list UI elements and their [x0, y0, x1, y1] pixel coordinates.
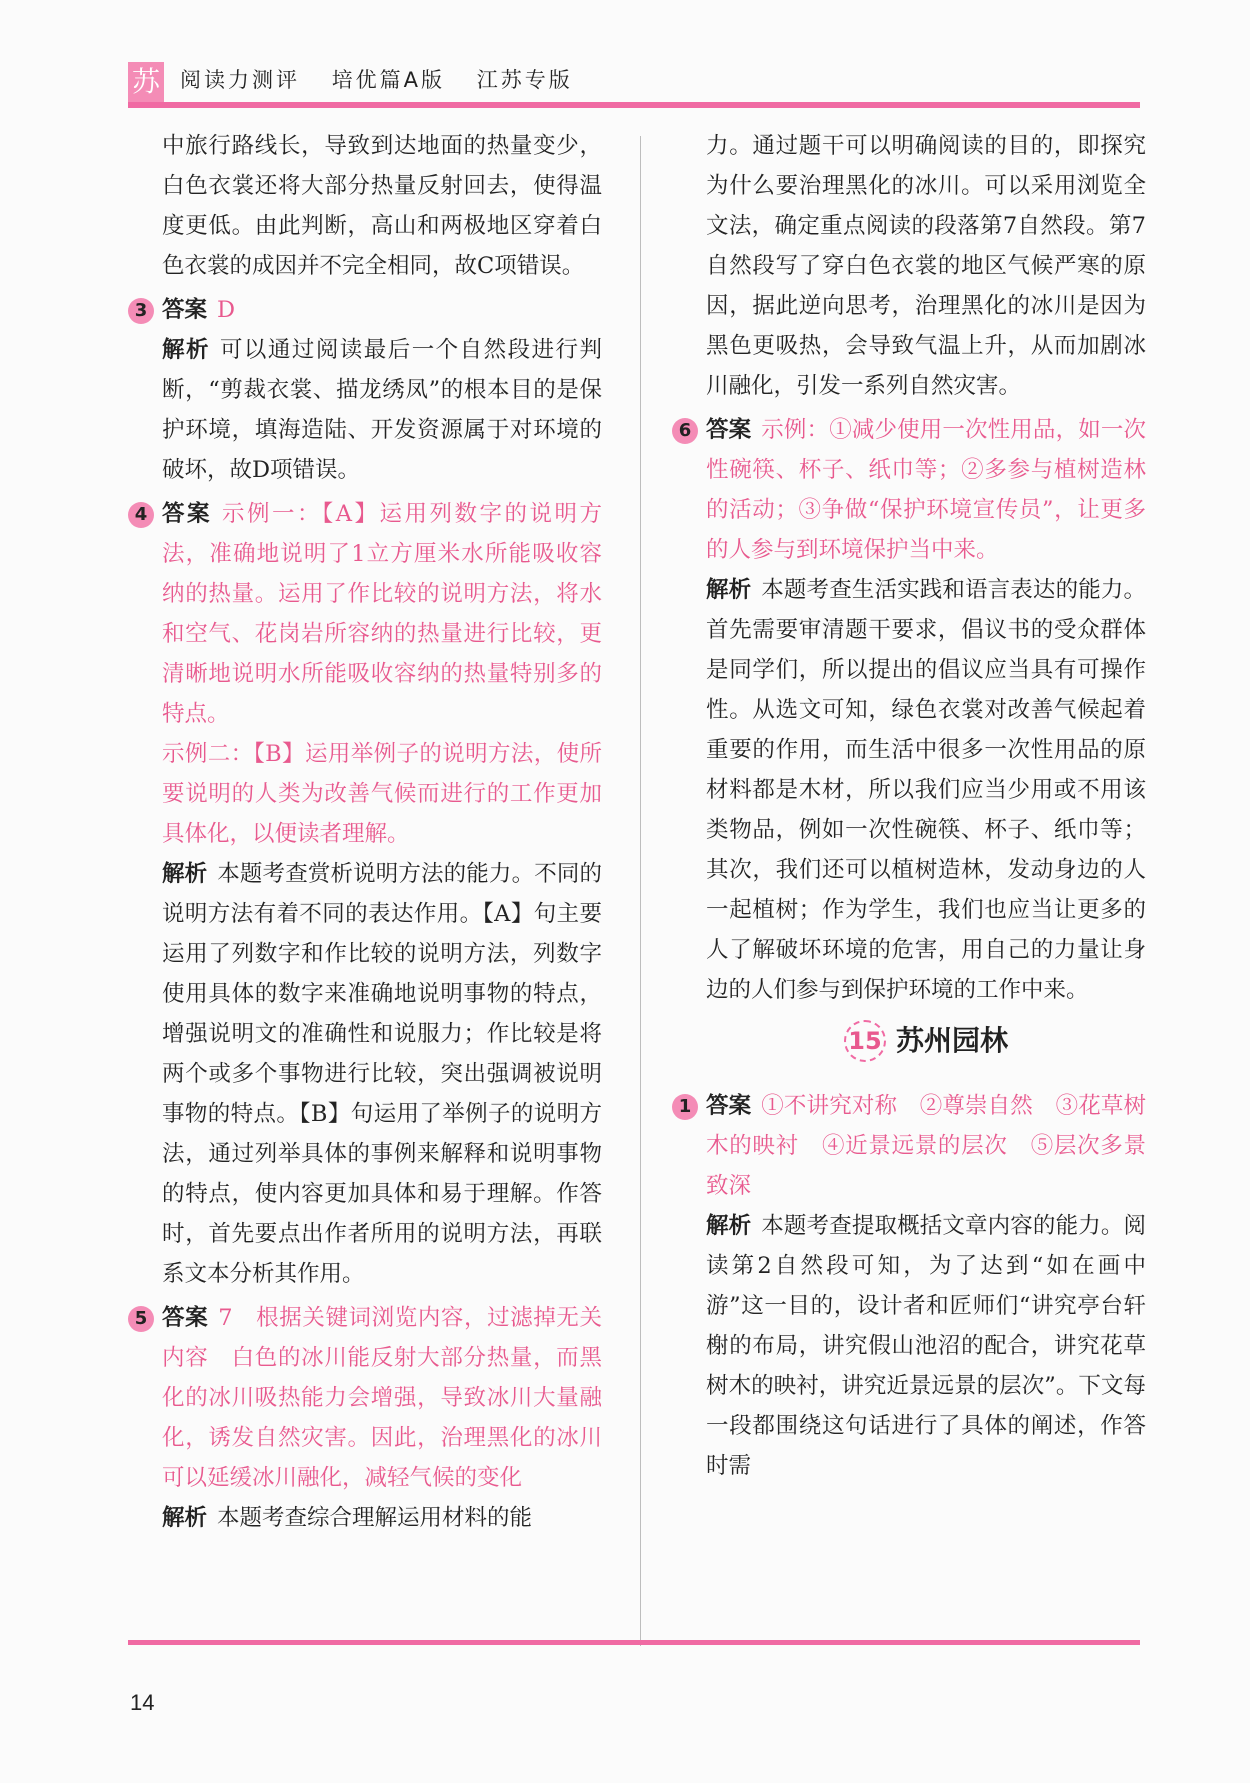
- question-number: 5: [128, 1306, 154, 1332]
- edition-name: 培优篇A版: [331, 68, 446, 92]
- question-number: 6: [672, 418, 698, 444]
- right-column: [678, 126, 1146, 1486]
- question-3: [134, 290, 602, 490]
- page-header: [128, 58, 1140, 110]
- section-heading: [706, 1020, 1146, 1062]
- page-number: 14: [130, 1690, 155, 1715]
- answer-label: 答案: [162, 1305, 209, 1331]
- answer-text: ①不讲究对称 ②尊崇自然 ③花草树木的映衬 ④近景远景的层次 ⑤层次多景致深: [706, 1093, 1146, 1199]
- answer-label: 答案: [706, 417, 752, 443]
- answer-text-2: 示例二：【B】运用举例子的说明方法，使所要说明的人类为改善气候而进行的工作更加具体化，以便读者理解。: [162, 741, 602, 847]
- question-number: 1: [672, 1094, 698, 1120]
- analysis-label: 解析: [162, 1505, 208, 1531]
- answer-label: 答案: [162, 501, 212, 527]
- section-number: 15: [844, 1020, 886, 1062]
- question-6: [678, 410, 1146, 1010]
- answer-label: 答案: [706, 1093, 752, 1119]
- analysis-label: 解析: [706, 1213, 752, 1239]
- question-1: [678, 1086, 1146, 1486]
- analysis-label: 解析: [162, 861, 208, 887]
- header-divider: [128, 102, 1140, 108]
- analysis-label: 解析: [706, 577, 752, 603]
- question-5: [134, 1298, 602, 1538]
- series-name: 阅读力测评: [180, 68, 300, 92]
- answer-text: D: [217, 297, 236, 323]
- answer-text: 示例一：【A】运用列数字的说明方法，准确地说明了1立方厘米水所能吸收容纳的热量。运用了作比较的说明方法，将水和空气、花岗岩所容纳的热量进行比较，更清晰地说明水所能吸收容纳的热量特别多的特点。: [162, 501, 602, 727]
- answer-text: 7 根据关键词浏览内容，过滤掉无关内容 白色的冰川能反射大部分热量，而黑化的冰川吸热能力会增强，导致冰川大量融化，诱发自然灾害。因此，治理黑化的冰川可以延缓冰川融化，减轻气候的变化: [162, 1305, 602, 1491]
- section-title: 苏州园林: [895, 1024, 1008, 1057]
- region-badge: 苏: [128, 62, 164, 102]
- analysis-label: 解析: [162, 337, 210, 363]
- answer-text: 示例：①减少使用一次性用品，如一次性碗筷、杯子、纸巾等；②多参与植树造林的活动；③争做“保护环境宣传员”，让更多的人参与到环境保护当中来。: [706, 417, 1146, 563]
- analysis-text: 本题考查提取概括文章内容的能力。阅读第2自然段可知，为了达到“如在画中游”这一目的，设计者和匠师们“讲究亭台轩榭的布局，讲究假山池沼的配合，讲究花草树木的映衬，讲究近景远景的层次”。下文每一段都围绕这句话进行了具体的阐述，作答时需: [706, 1213, 1146, 1479]
- header-title: [180, 64, 595, 94]
- question-4: [134, 494, 602, 1294]
- column-divider: [640, 136, 641, 1646]
- analysis-text: 本题考查综合理解运用材料的能: [217, 1505, 533, 1531]
- analysis-text: 本题考查赏析说明方法的能力。不同的说明方法有着不同的表达作用。【A】句主要运用了列数字和作比较的说明方法，列数字使用具体的数字来准确地说明事物的特点，增强说明文的准确性和说服力；作比较是将两个或多个事物进行比较，突出强调被说明事物的特点。【B】句运用了举例子的说明方法，通过列举具体的事例来解释和说明事物的特点，使内容更加具体和易于理解。作答时，首先要点出作者所用的说明方法，再联系文本分析其作用。: [162, 861, 602, 1287]
- continued-text: 力。通过题干可以明确阅读的目的，即探究为什么要治理黑化的冰川。可以采用浏览全文法，确定重点阅读的段落第7自然段。第7自然段写了穿白色衣裳的地区气候严寒的原因，据此逆向思考，治理黑化的冰川是因为黑色更吸热，会导致气温上升，从而加剧冰川融化，引发一系列自然灾害。: [706, 133, 1146, 399]
- answer-label: 答案: [162, 297, 208, 323]
- analysis-text: 可以通过阅读最后一个自然段进行判断，“剪裁衣裳、描龙绣凤”的根本目的是保护环境，填海造陆、开发资源属于对环境的破坏，故D项错误。: [162, 337, 602, 483]
- region-name: 江苏专版: [476, 68, 573, 92]
- footer-divider: [128, 1640, 1140, 1645]
- left-column: [134, 126, 602, 1538]
- continued-text: 中旅行路线长，导致到达地面的热量变少，白色衣裳还将大部分热量反射回去，使得温度更低。由此判断，高山和两极地区穿着白色衣裳的成因并不完全相同，故C项错误。: [162, 133, 602, 279]
- question-number: 3: [128, 298, 154, 324]
- analysis-text: 本题考查生活实践和语言表达的能力。首先需要审清题干要求，倡议书的受众群体是同学们，所以提出的倡议应当具有可操作性。从选文可知，绿色衣裳对改善气候起着重要的作用，而生活中很多一次性用品的原材料都是木材，所以我们应当少用或不用该类物品，例如一次性碗筷、杯子、纸巾等；其次，我们还可以植树造林，发动身边的人一起植树；作为学生，我们也应当让更多的人了解破坏环境的危害，用自己的力量让身边的人们参与到保护环境的工作中来。: [706, 577, 1146, 1003]
- question-number: 4: [128, 502, 154, 528]
